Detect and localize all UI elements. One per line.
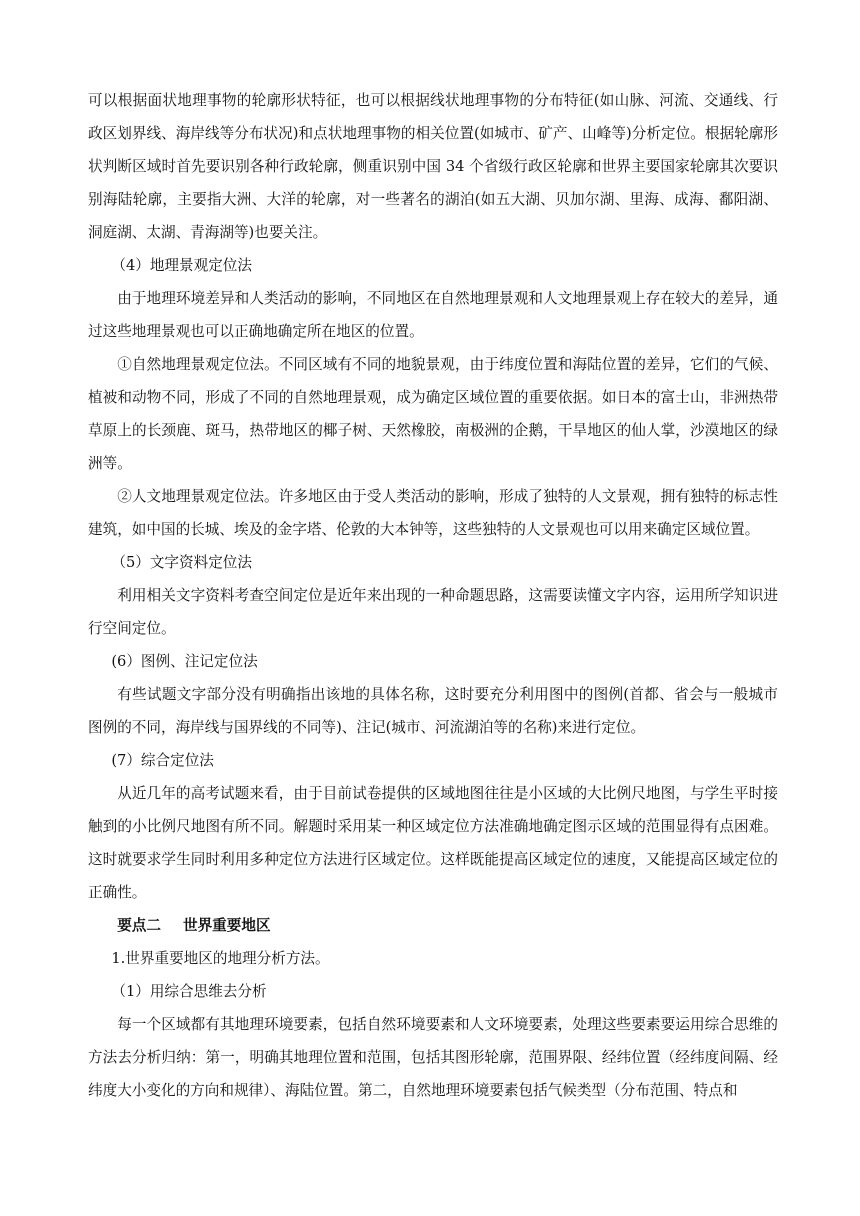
section-title: 世界重要地区 bbox=[182, 917, 271, 934]
paragraph-human-landscape: ②人文地理景观定位法。许多地区由于受人类活动的影响，形成了独特的人文景观，拥有独特的标志性建筑，如中国的长城、埃及的金字塔、伦敦的大本钟等，这些独特的人文景观也可以用来确定区域位置。 bbox=[88, 488, 778, 538]
heading-analysis-method: 1.世界重要地区的地理分析方法。 bbox=[111, 950, 330, 967]
paragraph-legend: 有些试题文字部分没有明确指出该地的具体名称，这时要充分利用图中的图例(首都、省会与一般城市图例的不同，海岸线与国界线的不同等)、注记(城市、河流湖泊等的名称)来进行定位。 bbox=[88, 686, 778, 736]
paragraph-natural-landscape: ①自然地理景观定位法。不同区域有不同的地貌景观，由于纬度位置和海陆位置的差异，它们的气候、植被和动物不同，形成了不同的自然地理景观，成为确定区域位置的重要依据。如日本的富士山，非洲热带草原上的长颈鹿、斑马，热带地区的椰子树、天然橡胶，南极洲的企鹅，干旱地区的仙人掌，沙漠地区的绿洲等。 bbox=[88, 356, 778, 472]
paragraph-text-material: 利用相关文字资料考查空间定位是近年来出现的一种命题思路，这需要读懂文字内容，运用所学知识进行空间定位。 bbox=[88, 587, 778, 637]
document-page bbox=[88, 84, 778, 1107]
paragraph-outline-method: 可以根据面状地理事物的轮廓形状特征，也可以根据线状地理事物的分布特征(如山脉、河流、交通线、行政区划界线、海岸线等分布状况)和点状地理事物的相关位置(如城市、矿产、山峰等)分析定位。根据轮廓形状判断区域时首先要识别各种行政轮廓，侧重识别中国 34 个省级行政区轮廓和世界主要国家轮廓其次要识别海陆轮廓，主要指大洲、大洋的轮廓，对一些著名的湖泊(如五大湖、贝加尔湖、里海、成海、鄱阳湖、洞庭湖、太湖、青海湖等)也要关注。 bbox=[88, 92, 778, 241]
section-label: 要点二 bbox=[117, 917, 161, 934]
paragraph-comprehensive: 从近几年的高考试题来看，由于目前试卷提供的区域地图往往是小区域的大比例尺地图，与学生平时接触到的小比例尺地图有所不同。解题时采用某一种区域定位方法准确地确定图示区域的范围显得有点困难。这时就要求学生同时利用多种定位方法进行区域定位。这样既能提高区域定位的速度，又能提高区域定位的正确性。 bbox=[88, 785, 778, 901]
paragraph-comprehensive-thinking: 每一个区域都有其地理环境要素，包括自然环境要素和人文环境要素，处理这些要素要运用综合思维的方法去分析归纳：第一，明确其地理位置和范围，包括其图形轮廓，范围界限、经纬位置（经纬度间隔、经纬度大小变化的方向和规律）、海陆位置。第二，自然地理环境要素包括气候类型（分布范围、特点和 bbox=[88, 1016, 778, 1099]
heading-text-material-method: （5）文字资料定位法 bbox=[111, 554, 252, 571]
heading-legend-method: (6）图例、注记定位法 bbox=[111, 653, 258, 670]
paragraph-landscape-intro: 由于地理环境差异和人类活动的影响，不同地区在自然地理景观和人文地理景观上存在较大的差异，通过这些地理景观也可以正确地确定所在地区的位置。 bbox=[88, 290, 778, 340]
heading-comprehensive-thinking: （1）用综合思维去分析 bbox=[111, 983, 267, 1000]
section-heading bbox=[88, 909, 778, 942]
heading-comprehensive-method: (7）综合定位法 bbox=[111, 752, 214, 769]
heading-landscape-method: （4）地理景观定位法 bbox=[111, 257, 252, 274]
